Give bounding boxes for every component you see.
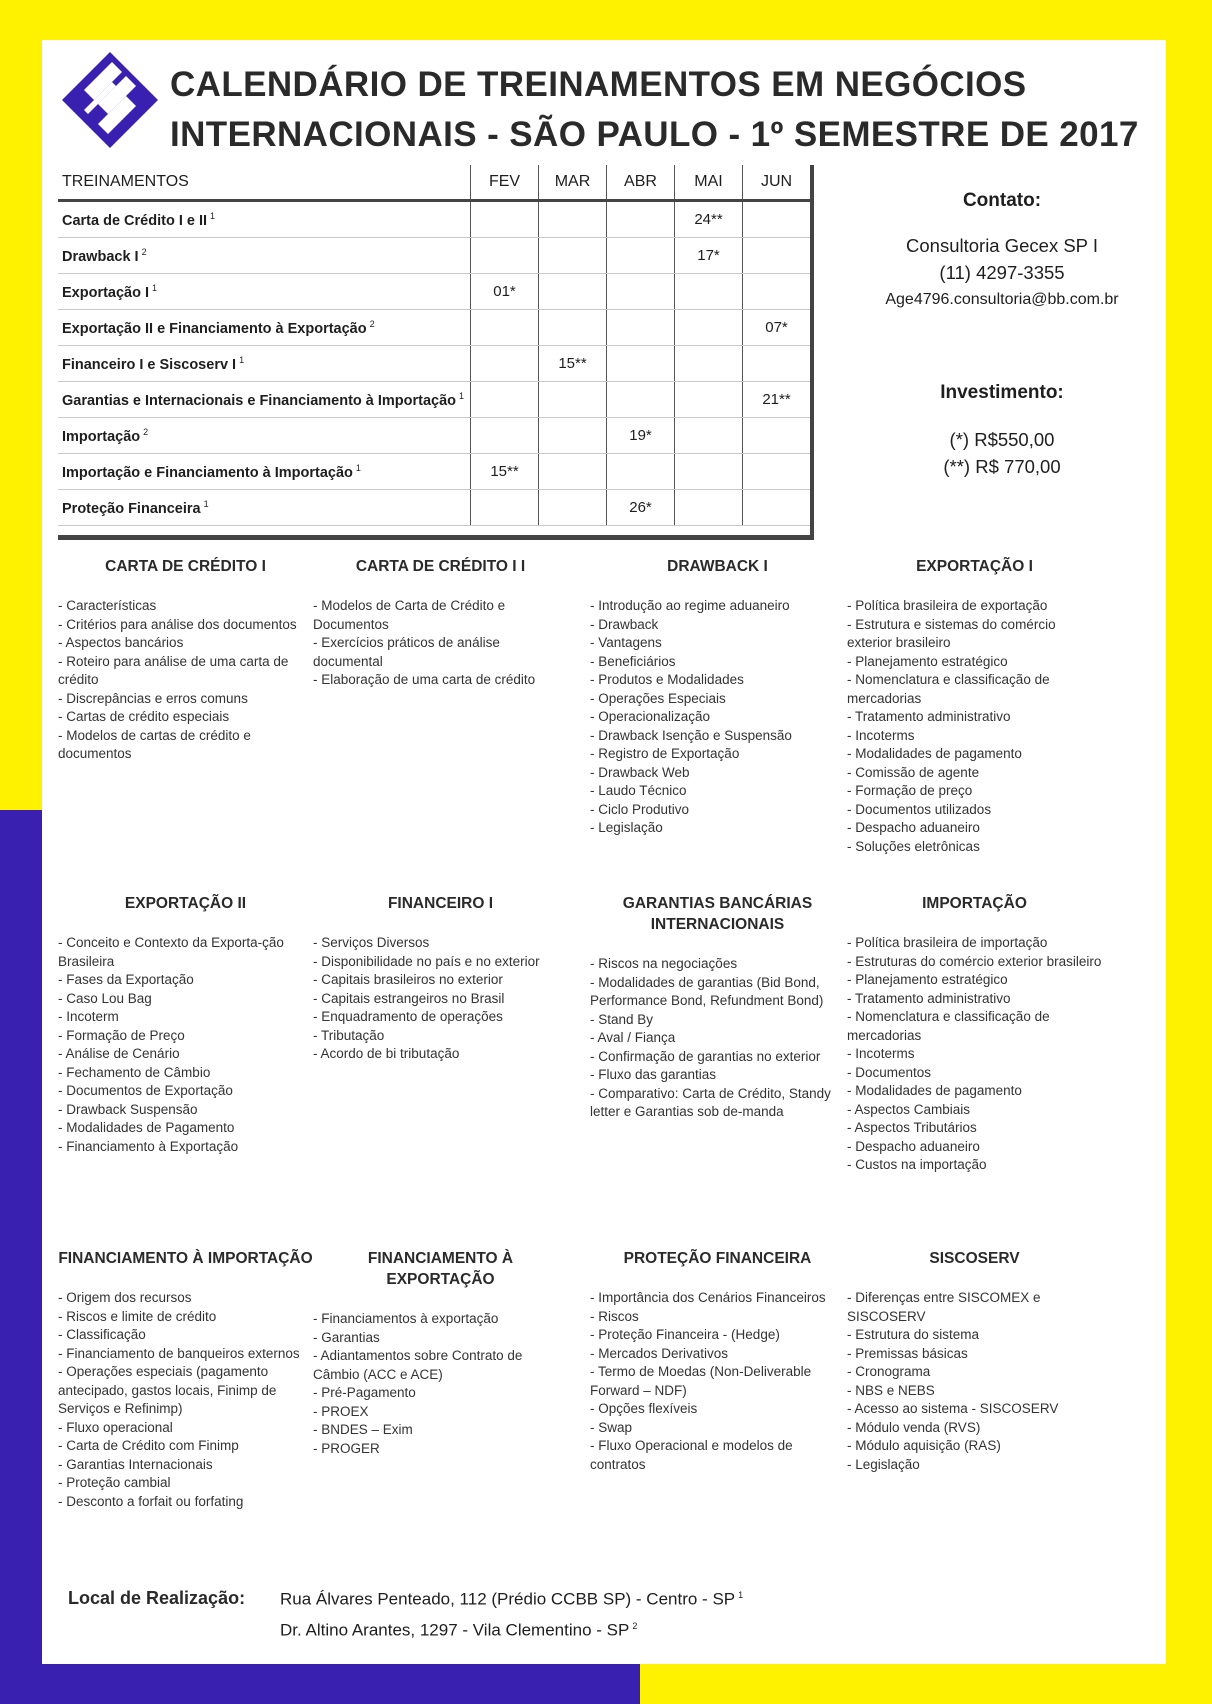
course-topic: - Acesso ao sistema - SISCOSERV [847,1401,1059,1416]
course-topic: - Modalidades de pagamento [847,746,1022,761]
course-topic: - Elaboração de uma carta de crédito [313,672,536,687]
course-topic: - Fases da Exportação [58,972,194,987]
schedule-date-cell [743,274,811,310]
month-header: MAI [675,165,743,201]
course-topic: - BNDES – Exim [313,1422,413,1437]
course-title: FINANCIAMENTO À IMPORTAÇÃO [58,1250,313,1267]
course-card [313,893,568,1064]
course-topic: - Classificação [58,1327,146,1342]
course-card [58,893,313,1156]
title-line-2: INTERNACIONAIS - SÃO PAULO - 1º SEMESTRE DE 2017 [170,115,1139,154]
schedule-date-cell [471,382,539,418]
schedule-date-cell [743,454,811,490]
schedule-date-cell: 15** [471,454,539,490]
course-topic: - Nomenclatura e classificação de mercadorias [847,1009,1050,1043]
course-topic: - Cronograma [847,1364,931,1379]
schedule-date-cell [539,238,607,274]
course-topic: - Roteiro para análise de uma carta de crédito [58,653,289,687]
schedule-date-cell [675,454,743,490]
course-topic: - Fechamento de Câmbio [58,1064,211,1080]
course-card [313,1248,568,1458]
schedule-date-cell [675,310,743,346]
schedule-header-row [58,165,810,201]
course-topic: - Importância dos Cenários Financeiros [590,1290,826,1305]
course-topic: - Características [58,598,157,613]
schedule-date-cell [539,310,607,346]
schedule-date-cell [743,490,811,526]
course-card [58,556,313,764]
course-topic: - Documentos de Exportação [58,1083,233,1098]
course-topic: - Incoterm [58,1009,119,1024]
schedule-date-cell [607,274,675,310]
course-topic: - Riscos e limite de crédito [58,1308,217,1324]
course-topic: - Origem dos recursos [58,1290,192,1305]
course-title: EXPORTAÇÃO II [124,895,247,912]
schedule-date-cell [471,238,539,274]
course-topic: - Laudo Técnico [590,783,687,798]
course-card [590,893,845,1122]
schedule-date-cell [539,274,607,310]
course-topic: - PROEX [313,1403,369,1419]
course-topic: - Comparativo: Carta de Crédito, Standy letter e Garantias sob de-manda [590,1085,831,1119]
course-topic: - Garantias Internacionais [58,1456,213,1472]
course-topic: - Swap [590,1419,633,1435]
schedule-date-cell: 01* [471,274,539,310]
course-title: EXPORTAÇÃO I [916,558,1033,575]
course-topic: - NBS e NEBS [847,1382,935,1398]
course-topic: - Financiamento de banqueiros externos [58,1345,300,1361]
course-topic: - Tributação [313,1027,385,1043]
course-topic: - Modalidades de pagamento [847,1083,1022,1098]
schedule-date-cell [743,201,811,238]
location-address-1: Rua Álvares Penteado, 112 (Prédio CCBB SP) - Centro - SP $^1$ [280,1589,744,1609]
course-topic: - Modelos de Carta de Crédito e Documentos [313,598,506,632]
course-topic: - Riscos [590,1308,639,1324]
course-topic: - Riscos na negociações [590,956,738,971]
course-topic: - Mercados Derivativos [590,1345,729,1361]
course-topic: - Aspectos Cambiais [847,1101,971,1117]
course-topic: - Política brasileira de exportação [847,598,1048,613]
contact-block [862,190,1142,313]
course-topic: - Financiamento à Exportação [58,1138,239,1154]
course-topic: - Carta de Crédito com Finimp [58,1438,239,1453]
course-topic: - Discrepâncias e erros comuns [58,690,248,706]
investment-price-2: (**) R$ 770,00 [943,456,1061,477]
location-address-2: Dr. Altino Arantes, 1297 - Vila Clementino - SP $^2$ [280,1620,638,1640]
course-topic: - Módulo venda (RVS) [847,1419,981,1435]
training-name: Importação e Financiamento à Importação $^1$ [58,454,471,490]
schedule-date-cell [539,454,607,490]
schedule-date-cell [607,454,675,490]
contact-heading: Contato: [962,190,1042,211]
schedule-row [58,346,810,382]
course-card [313,556,568,690]
course-topic: - Despacho aduaneiro [847,820,980,835]
schedule-row [58,201,810,238]
course-topic: - Proteção cambial [58,1475,171,1490]
contact-name: Consultoria Gecex SP I [906,235,1098,256]
course-topic: - PROGER [313,1440,380,1456]
course-topic: - Modalidades de Pagamento [58,1120,235,1135]
course-topic: - Fluxo Operacional e modelos de contratos [590,1438,793,1472]
course-card [847,556,1102,856]
course-topic: - Capitais brasileiros no exterior [313,972,503,987]
month-header: FEV [471,165,539,201]
training-name: Exportação I $^1$ [58,274,471,310]
schedule-date-cell: 07* [743,310,811,346]
blue-side-band [0,810,42,1704]
schedule-date-cell: 26* [607,490,675,526]
course-topic: - Documentos utilizados [847,801,992,817]
schedule-row [58,238,810,274]
course-topic: - Termo de Moedas (Non-Deliverable Forward – NDF) [590,1364,812,1398]
course-topic: - Financiamentos à exportação [313,1311,499,1326]
schedule-date-cell [675,490,743,526]
training-name: Financeiro I e Siscoserv I $^1$ [58,346,471,382]
investment-block [862,382,1142,480]
schedule-row [58,382,810,418]
schedule-date-cell [471,201,539,238]
blue-bottom-band [0,1664,640,1704]
course-topic: - Aspectos bancários [58,635,184,650]
course-topic: - Introdução ao regime aduaneiro [590,598,790,613]
course-topic: - Soluções eletrônicas [847,838,980,854]
course-topic: - Fluxo das garantias [590,1067,717,1082]
course-topic: - Desconto a forfait ou forfating [58,1493,244,1509]
course-topic: - Nomenclatura e classificação de mercadorias [847,672,1050,706]
course-title: FINANCIAMENTO À EXPORTAÇÃO [367,1250,514,1288]
schedule-date-cell [471,490,539,526]
training-name: Garantias e Internacionais e Financiamento à Importação $^1$ [58,382,471,418]
schedule-date-cell: 19* [607,418,675,454]
course-topic: - Aval / Fiança [590,1030,676,1045]
course-topic: - Operações Especiais [590,690,726,706]
schedule-date-cell: 24** [675,201,743,238]
title-line-1: CALENDÁRIO DE TREINAMENTOS EM NEGÓCIOS [170,65,1027,104]
course-topic: - Produtos e Modalidades [590,672,744,687]
schedule-row [58,310,810,346]
course-topic: - Critérios para análise dos documentos [58,616,297,632]
course-topic: - Estrutura do sistema [847,1327,980,1342]
course-topic: - Estruturas do comércio exterior brasileiro [847,953,1102,969]
course-topic: - Drawback Isenção e Suspensão [590,727,792,743]
course-topic: - Garantias [313,1329,380,1345]
course-topic: - Módulo aquisição (RAS) [847,1438,1001,1453]
schedule-table [58,165,814,540]
month-header: ABR [607,165,675,201]
course-topic: - Operacionalização [590,709,711,724]
course-topic: - Planejamento estratégico [847,653,1008,669]
course-topic: - Ciclo Produtivo [590,801,690,817]
course-topic: - Disponibilidade no país e no exterior [313,953,540,969]
training-name: Exportação II e Financiamento à Exportação $^2$ [58,310,471,346]
course-topic: - Análise de Cenário [58,1046,180,1061]
schedule-date-cell [743,418,811,454]
course-topic: - Stand By [590,1011,654,1027]
training-name: Importação $^2$ [58,418,471,454]
course-topic: - Incoterms [847,1046,915,1061]
schedule-date-cell: 15** [539,346,607,382]
schedule-row [58,418,810,454]
course-topic: - Pré-Pagamento [313,1385,416,1400]
course-topic: - Drawback Web [590,764,690,780]
course-topic: - Despacho aduaneiro [847,1138,980,1154]
course-topic: - Planejamento estratégico [847,972,1008,987]
schedule-date-cell [607,310,675,346]
course-topic: - Beneficiários [590,653,676,669]
schedule-date-cell [743,346,811,382]
investment-price-1: (*) R$550,00 [949,429,1055,450]
course-topic: - Comissão de agente [847,764,980,780]
course-topic: - Exercícios práticos de análise documental [313,635,500,669]
course-title: CARTA DE CRÉDITO I [105,558,266,575]
course-topic: - Vantagens [590,635,662,650]
course-topic: - Opções flexíveis [590,1401,698,1416]
course-topic: - Custos na importação [847,1157,987,1172]
course-card [847,1248,1102,1474]
schedule-date-cell [607,346,675,382]
schedule-row [58,490,810,526]
course-topic: - Drawback [590,616,659,632]
course-title: DRAWBACK I [667,558,768,575]
course-topic: - Enquadramento de operações [313,1009,503,1024]
course-title: PROTEÇÃO FINANCEIRA [623,1250,812,1267]
schedule-date-cell [607,238,675,274]
course-topic: - Legislação [590,820,663,835]
course-topic: - Tratamento administrativo [847,990,1011,1006]
course-topic: - Capitais estrangeiros no Brasil [313,990,505,1006]
course-topic: - Formação de Preço [58,1027,185,1043]
schedule-date-cell [607,201,675,238]
schedule-date-cell [471,418,539,454]
schedule-date-cell [539,490,607,526]
course-topic: - Incoterms [847,727,915,743]
contact-phone: (11) 4297-3355 [939,262,1065,283]
course-topic: - Legislação [847,1456,920,1472]
course-topic: - Fluxo operacional [58,1419,173,1435]
schedule-date-cell [675,274,743,310]
banco-do-brasil-logo-icon [60,50,160,150]
course-topic: - Modalidades de garantias (Bid Bond, Performance Bond, Refundment Bond) [590,974,824,1008]
schedule-date-cell [675,418,743,454]
course-topic: - Tratamento administrativo [847,709,1011,724]
investment-heading: Investimento: [940,382,1064,403]
course-topic: - Cartas de crédito especiais [58,709,230,724]
month-header: JUN [743,165,811,201]
schedule-date-cell [539,201,607,238]
course-title: IMPORTAÇÃO [922,895,1027,912]
course-topic: - Operações especiais (pagamento antecipado, gastos locais, Finimp de Serviços e Refinimp) [58,1364,277,1416]
course-topic: - Drawback Suspensão [58,1101,198,1117]
course-card [847,893,1102,1175]
course-topic: - Acordo de bi tributação [313,1046,460,1061]
course-topic: - Diferenças entre SISCOMEX e SISCOSERV [847,1290,1041,1324]
page-title [170,60,1150,160]
course-topic: - Estrutura e sistemas do comércio exterior brasileiro [847,616,1056,650]
course-topic: - Serviços Diversos [313,935,430,950]
schedule-date-cell: 21** [743,382,811,418]
course-topic: - Proteção Financeira - (Hedge) [590,1327,780,1342]
course-title: GARANTIAS BANCÁRIAS INTERNACIONAIS [622,895,813,933]
schedule-date-cell [675,346,743,382]
training-name: Drawback I $^2$ [58,238,471,274]
course-topic: - Premissas básicas [847,1345,968,1361]
schedule-date-cell [539,382,607,418]
course-topic: - Política brasileira de importação [847,935,1048,950]
schedule-date-cell [743,238,811,274]
course-card [590,556,845,838]
schedule-row [58,274,810,310]
schedule-row [58,454,810,490]
course-title: CARTA DE CRÉDITO I I [355,558,526,575]
course-topic: - Caso Lou Bag [58,990,152,1006]
course-topic: - Conceito e Contexto da Exporta-ção Brasileira [58,935,284,969]
course-title: FINANCEIRO I [387,895,494,912]
month-header: MAR [539,165,607,201]
course-topic: - Modelos de cartas de crédito e documentos [58,727,251,761]
schedule-header-trainings: TREINAMENTOS [58,165,471,201]
contact-email: Age4796.consultoria@bb.com.br [885,291,1119,308]
course-topic: - Adiantamentos sobre Contrato de Câmbio (ACC e ACE) [313,1348,523,1382]
course-topic: - Registro de Exportação [590,746,740,761]
location-label: Local de Realização: [68,1588,246,1608]
schedule-date-cell [471,310,539,346]
schedule-date-cell [607,382,675,418]
course-card [58,1248,313,1511]
course-topic: - Aspectos Tributários [847,1120,977,1135]
training-name: Carta de Crédito I e II $^1$ [58,201,471,238]
schedule-date-cell: 17* [675,238,743,274]
training-name: Proteção Financeira $^1$ [58,490,471,526]
schedule-date-cell [539,418,607,454]
course-card [590,1248,845,1474]
course-topic: - Formação de preço [847,783,973,798]
course-topic: - Documentos [847,1064,932,1080]
course-title: SISCOSERV [929,1250,1020,1267]
schedule-date-cell [471,346,539,382]
schedule-date-cell [675,382,743,418]
course-topic: - Confirmação de garantias no exterior [590,1048,821,1064]
